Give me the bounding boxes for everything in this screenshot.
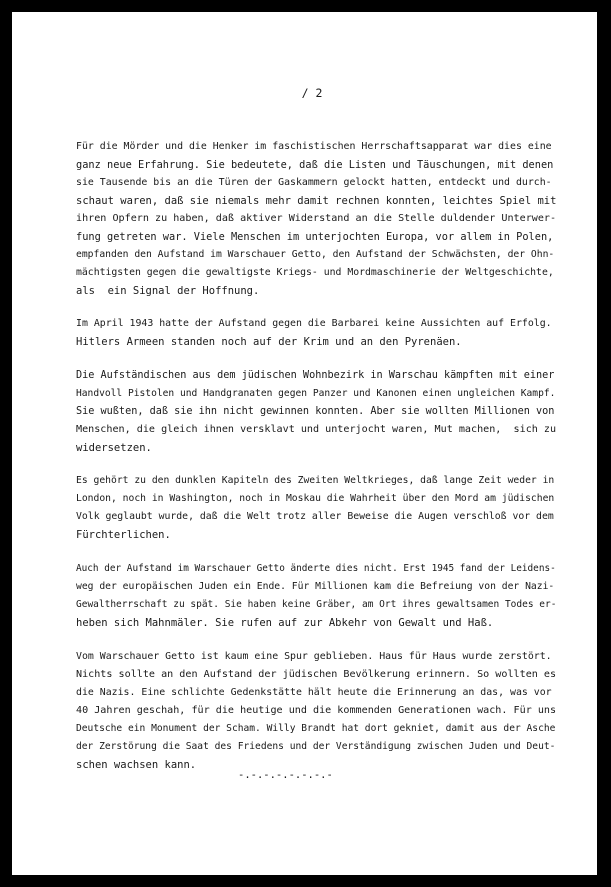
paragraph-1-line-7: empfanden den Aufstand im Warschauer Getto, den Aufstand der Schwächsten, der Ohn-	[76, 249, 555, 260]
paragraph-1-line-4: schaut waren, daß sie niemals mehr damit rechnen konnten, leichtes Spiel mit	[76, 195, 557, 207]
paragraph-6-line-7: schen wachsen kann.	[76, 759, 197, 771]
paragraph-3-line-2: Handvoll Pistolen und Handgranaten gegen Panzer und Kanonen einen ungleichen Kampf.	[76, 388, 556, 399]
paragraph-1-line-8: mächtigsten gegen die gewaltigste Kriegs- und Mordmaschinerie der Weltgeschichte,	[76, 267, 554, 278]
paragraph-1-line-6: fung getreten war. Viele Menschen im unterjochten Europa, vor allem in Polen,	[76, 231, 554, 243]
paragraph-4-line-1: Es gehört zu den dunklen Kapiteln des Zweiten Weltkrieges, daß lange Zeit weder in	[76, 475, 555, 486]
paragraph-1-line-1: Für die Mörder und die Henker im faschistischen Herrschaftsapparat war dies eine	[76, 141, 552, 152]
paragraph-4-line-4: Fürchterlichen.	[76, 529, 171, 541]
paragraph-2-line-2: Hitlers Armeen standen noch auf der Krim und an den Pyrenäen.	[76, 336, 462, 348]
paragraph-4-line-2: London, noch in Washington, noch in Moskau die Wahrheit über den Mord am jüdischen	[76, 493, 555, 504]
paragraph-6-line-4: 40 Jahren geschah, für die heutige und die kommenden Generationen wach. Für uns	[76, 705, 557, 716]
paragraph-5-line-2: weg der europäischen Juden ein Ende. Für Millionen kam die Befreiung von der Nazi-	[76, 581, 555, 592]
end-mark: -.-.-.-.-.-.-.-	[238, 769, 333, 781]
page-number: / 2	[301, 86, 323, 100]
paragraph-1-line-2: ganz neue Erfahrung. Sie bedeutete, daß die Listen und Täuschungen, mit denen	[76, 159, 554, 171]
paragraph-1-line-9: als ein Signal der Hoffnung.	[76, 285, 260, 297]
paragraph-2-line-1: Im April 1943 hatte der Aufstand gegen die Barbarei keine Aussichten auf Erfolg.	[76, 318, 552, 329]
paragraph-1-line-5: ihren Opfern zu haben, daß aktiver Widerstand an die Stelle duldender Unterwer-	[76, 213, 557, 224]
paragraph-6-line-6: der Zerstörung die Saat des Friedens und der Verständigung zwischen Juden und Deut-	[76, 741, 556, 752]
paragraph-3-line-1: Die Aufständischen aus dem jüdischen Wohnbezirk in Warschau kämpften mit einer	[76, 370, 555, 381]
paragraph-3-line-5: widersetzen.	[76, 442, 152, 454]
document-page	[12, 12, 597, 875]
paragraph-6-line-2: Nichts sollte an den Aufstand der jüdischen Bevölkerung erinnern. So wollten es	[76, 669, 557, 680]
paragraph-5-line-4: heben sich Mahnmäler. Sie rufen auf zur Abkehr von Gewalt und Haß.	[76, 617, 494, 629]
paragraph-3-line-4: Menschen, die gleich ihnen versklavt und unterjocht waren, Mut machen, sich zu	[76, 424, 557, 435]
paragraph-6-line-3: die Nazis. Eine schlichte Gedenkstätte hält heute die Erinnerung an das, was vor	[76, 687, 552, 698]
paragraph-4-line-3: Volk geglaubt wurde, daß die Welt trotz aller Beweise die Augen verschloß vor dem	[76, 511, 554, 522]
paragraph-3-line-3: Sie wußten, daß sie ihn nicht gewinnen konnten. Aber sie wollten Millionen von	[76, 406, 555, 417]
paragraph-1-line-3: sie Tausende bis an die Türen der Gaskammern gelockt hatten, entdeckt und durch-	[76, 177, 552, 188]
paragraph-6-line-1: Vom Warschauer Getto ist kaum eine Spur geblieben. Haus für Haus wurde zerstört.	[76, 651, 552, 662]
paragraph-5-line-3: Gewaltherrschaft zu spät. Sie haben keine Gräber, am Ort ihres gewaltsamen Todes er-	[76, 599, 557, 610]
paragraph-6-line-5: Deutsche ein Monument der Scham. Willy Brandt hat dort gekniet, damit aus der Asche	[76, 723, 556, 734]
paragraph-5-line-1: Auch der Aufstand im Warschauer Getto änderte dies nicht. Erst 1945 fand der Leidens-	[76, 563, 556, 574]
